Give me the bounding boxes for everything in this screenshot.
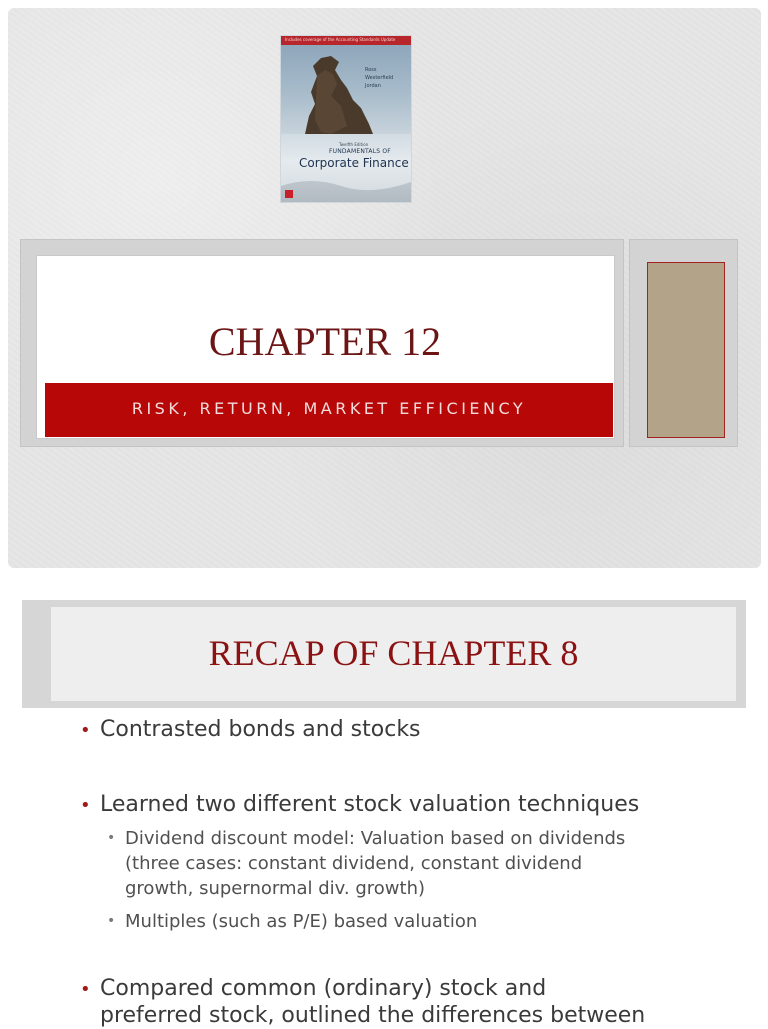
- cover-title: Corporate Finance: [299, 156, 409, 170]
- author-3: Jordan: [365, 83, 381, 89]
- bullet-item: Compared common (ordinary) stock and: [100, 976, 547, 1001]
- chapter-title: CHAPTER 12: [208, 319, 442, 364]
- textbook-cover-image: [281, 36, 411, 202]
- chapter-subtitle: RISK, RETURN, MARKET EFFICIENCY: [131, 399, 527, 418]
- sub-bullet-item: Dividend discount model: Valuation based on dividends: [125, 828, 626, 849]
- sub-bullet-icon: •: [107, 913, 116, 929]
- bullet-icon: •: [80, 795, 91, 816]
- sub-bullet-item: Multiples (such as P/E) based valuation: [125, 911, 478, 932]
- sub-bullet-continuation: growth, supernormal div. growth): [125, 878, 426, 899]
- bullet-item: Contrasted bonds and stocks: [100, 717, 421, 742]
- bullet-item: Learned two different stock valuation techniques: [100, 792, 640, 817]
- recap-title: RECAP OF CHAPTER 8: [208, 633, 579, 673]
- sub-bullet-continuation: (three cases: constant dividend, constant dividend: [125, 853, 583, 874]
- bullet-icon: •: [80, 720, 91, 741]
- publisher-logo-icon: [285, 190, 293, 198]
- cover-band-text: Includes coverage of the Accounting Standards Update: [285, 37, 396, 42]
- sub-bullet-icon: •: [107, 830, 116, 846]
- author-2: Westerfield: [365, 75, 394, 81]
- author-1: Ross: [365, 67, 377, 73]
- bullet-continuation: preferred stock, outlined the differences between: [100, 1003, 646, 1028]
- cover-edition: Twelfth Edition: [339, 142, 369, 147]
- cover-subtitle: FUNDAMENTALS OF: [329, 148, 391, 155]
- bullet-icon: •: [80, 979, 91, 1000]
- cover-authors: [365, 66, 409, 90]
- side-accent-panel: [647, 262, 725, 438]
